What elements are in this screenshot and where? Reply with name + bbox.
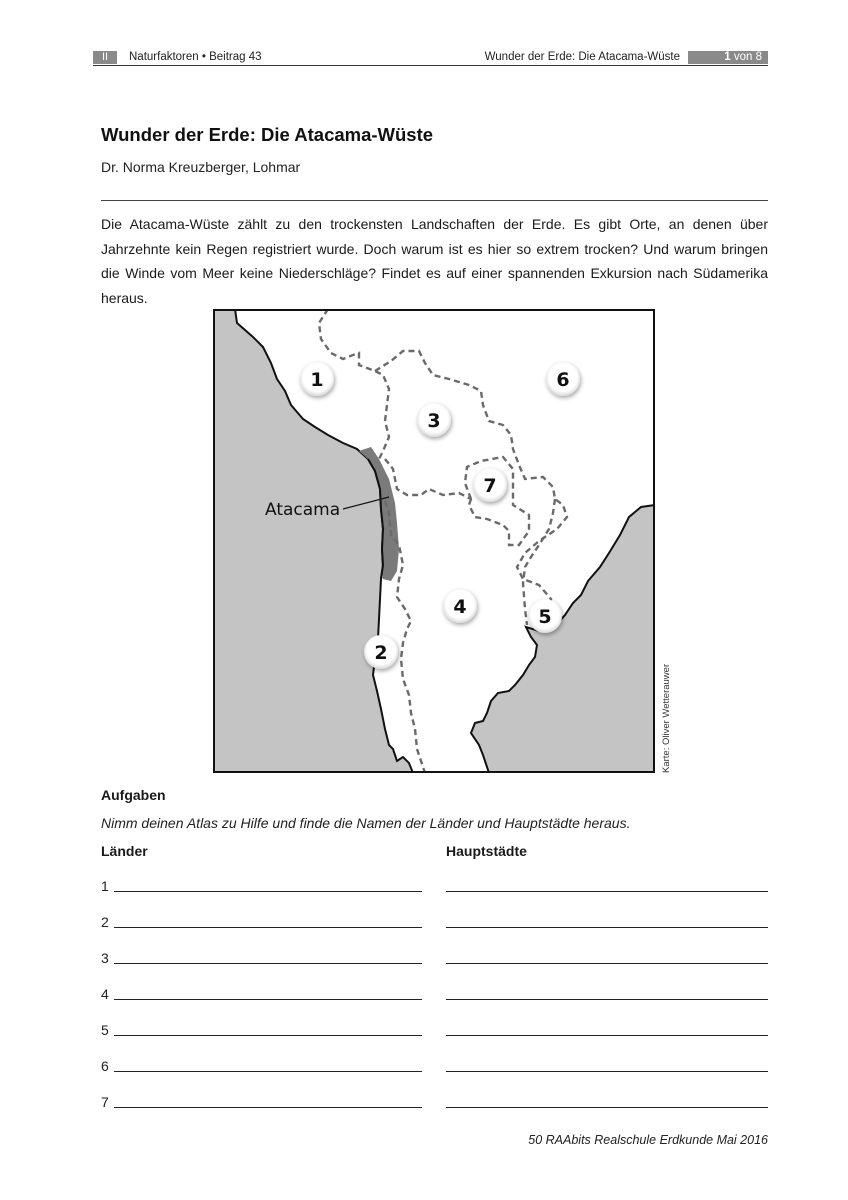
marker-4 [443, 589, 477, 623]
header-section: Naturfaktoren • Beitrag 43 [129, 51, 262, 63]
marker-3 [417, 403, 451, 437]
column-heading-capitals: Hauptstädte [446, 843, 527, 859]
page-indicator [688, 51, 768, 64]
capital-answer-line-5[interactable] [446, 1035, 768, 1036]
row-number: 1 [101, 878, 109, 894]
row-number: 6 [101, 1058, 109, 1074]
page-current: 1 [724, 51, 731, 63]
marker-2-label: 2 [374, 642, 388, 664]
page-title: Wunder der Erde: Die Atacama-Wüste [101, 124, 434, 145]
marker-4-label: 4 [453, 596, 467, 618]
country-answer-line-7[interactable] [114, 1107, 422, 1108]
marker-1-label: 1 [310, 369, 324, 391]
marker-7-label: 7 [483, 475, 497, 497]
row-number: 4 [101, 986, 109, 1002]
capital-answer-line-6[interactable] [446, 1071, 768, 1072]
country-answer-line-3[interactable] [114, 963, 422, 964]
country-answer-line-1[interactable] [114, 891, 422, 892]
marker-2 [364, 635, 398, 669]
capital-answer-line-2[interactable] [446, 927, 768, 928]
marker-5 [528, 599, 562, 633]
country-answer-line-2[interactable] [114, 927, 422, 928]
intro-paragraph: Die Atacama-Wüste zählt zu den trockensten Landschaften der Erde. Es gibt Orte, an denen über Jahrzehnte kein Regen registriert wurde. Doch warum ist es hier so extrem trocken? Und warum bringen die Winde vom Meer keine Niederschläge? Findet es auf einer spannenden Exkursion nach Südamerika heraus. [101, 216, 768, 306]
country-answer-line-6[interactable] [114, 1071, 422, 1072]
page-header [93, 51, 768, 66]
header-doc-title: Wunder der Erde: Die Atacama-Wüste [484, 51, 680, 63]
marker-6-label: 6 [556, 369, 570, 391]
tasks-heading: Aufgaben [101, 787, 166, 803]
column-heading-countries: Länder [101, 843, 148, 859]
capital-answer-line-3[interactable] [446, 963, 768, 964]
capital-answer-line-1[interactable] [446, 891, 768, 892]
marker-1 [300, 362, 334, 396]
page-total: von 8 [730, 51, 762, 63]
row-number: 7 [101, 1094, 109, 1110]
atacama-label: Atacama [265, 500, 341, 520]
author: Dr. Norma Kreuzberger, Lohmar [101, 159, 301, 175]
marker-3-label: 3 [427, 410, 441, 432]
map-south-america [213, 309, 655, 773]
row-number: 2 [101, 914, 109, 930]
marker-5-label: 5 [538, 606, 552, 628]
capital-answer-line-7[interactable] [446, 1107, 768, 1108]
page-footer: 50 RAAbits Realschule Erdkunde Mai 2016 [528, 1133, 768, 1147]
map-credit: Karte: Oliver Wetterauwer [661, 663, 672, 773]
marker-7 [473, 468, 507, 502]
marker-6 [546, 362, 580, 396]
row-number: 5 [101, 1022, 109, 1038]
divider [101, 200, 768, 201]
part-badge: II [93, 51, 117, 64]
country-answer-line-5[interactable] [114, 1035, 422, 1036]
country-answer-line-4[interactable] [114, 999, 422, 1000]
tasks-instruction: Nimm deinen Atlas zu Hilfe und finde die Namen der Länder und Hauptstädte heraus. [101, 815, 631, 831]
capital-answer-line-4[interactable] [446, 999, 768, 1000]
row-number: 3 [101, 950, 109, 966]
